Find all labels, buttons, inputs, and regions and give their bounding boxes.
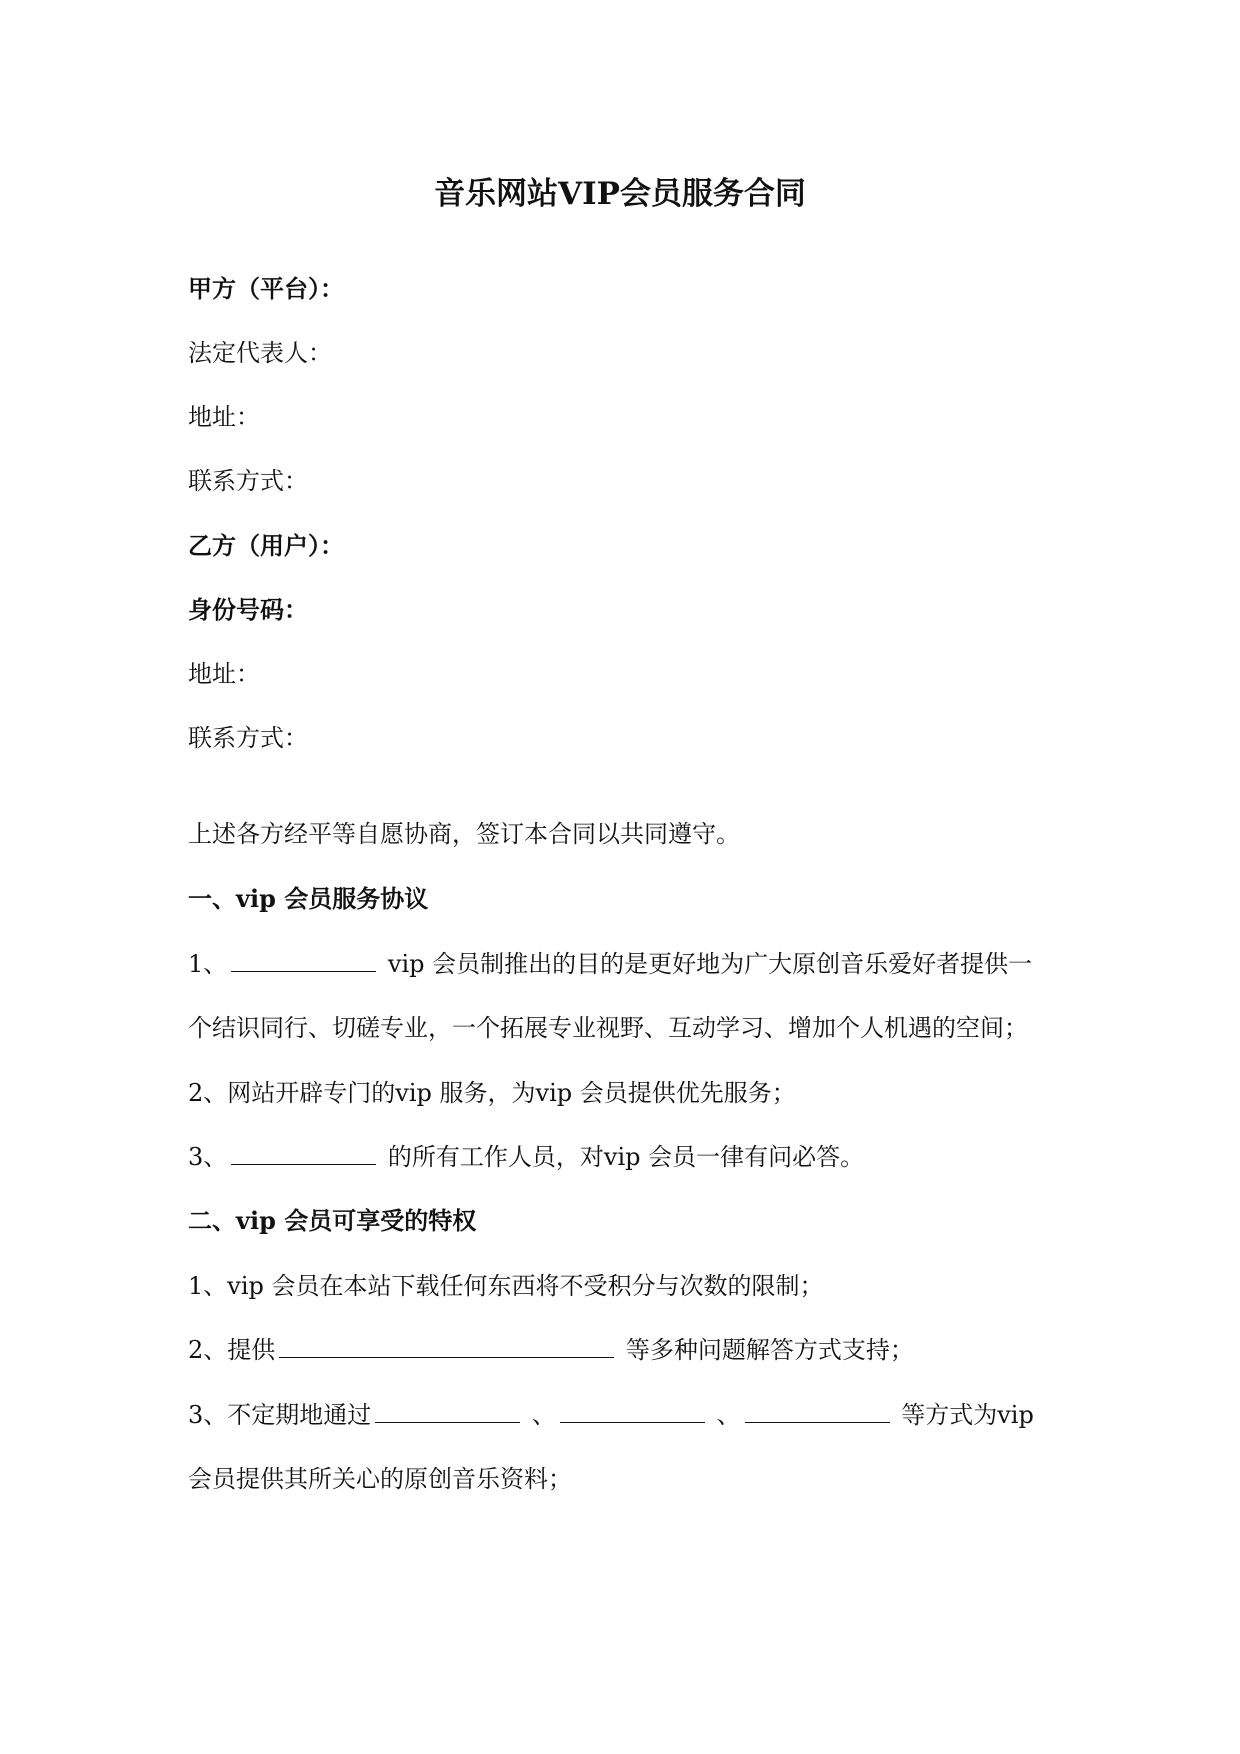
section1-item3-vip: vip xyxy=(603,1143,641,1171)
section2-item3-num: 3、 xyxy=(188,1401,228,1429)
section1-item3-a: 的所有工作人员，对 xyxy=(387,1143,604,1171)
section2-item1-text: 会员在本站下载任何东西将不受积分与次数的限制； xyxy=(271,1272,824,1300)
section1-heading-vip: vip xyxy=(236,884,276,913)
section1-heading xyxy=(188,881,1068,917)
section2-heading-prefix: 二、 xyxy=(188,1207,236,1235)
section2-item3-sep2: 、 xyxy=(716,1401,741,1429)
section2-item2 xyxy=(188,1332,1068,1368)
section2-item3-continued: 会员提供其所关心的原创音乐资料； xyxy=(188,1465,572,1493)
party-a-heading: 甲方（平台）： xyxy=(188,275,344,303)
section2-item3 xyxy=(188,1397,1068,1433)
section2-heading-rest: 会员可享受的特权 xyxy=(284,1207,477,1235)
blank-field xyxy=(231,1140,376,1165)
section1-item2-vip2: vip xyxy=(535,1079,573,1107)
section2-item2-a: 提供 xyxy=(227,1336,276,1364)
party-b-id-number: 身份号码： xyxy=(188,596,308,624)
party-b-contact: 联系方式： xyxy=(188,724,308,752)
section1-item1-continued: 个结识同行、切磋专业，一个拓展专业视野、互动学习、增加个人机遇的空间； xyxy=(188,1014,1028,1042)
blank-field xyxy=(560,1398,705,1423)
section1-item2-c: 会员提供优先服务； xyxy=(579,1079,796,1107)
section1-item2-num: 2、 xyxy=(188,1079,228,1107)
section1-heading-rest: 会员服务协议 xyxy=(284,885,429,913)
section1-item2 xyxy=(188,1075,1068,1111)
section1-item3-b: 会员一律有问必答。 xyxy=(648,1143,865,1171)
section2-item1 xyxy=(188,1268,1068,1304)
party-a-contact: 联系方式： xyxy=(188,467,308,495)
section2-item1-vip: vip xyxy=(227,1272,264,1300)
party-b-address: 地址： xyxy=(188,660,260,688)
section2-item3-b: 等方式为 xyxy=(901,1401,998,1429)
party-a-address: 地址： xyxy=(188,403,260,431)
section2-item2-b: 等多种问题解答方式支持； xyxy=(625,1336,914,1364)
section1-item2-a: 网站开辟专门的 xyxy=(227,1079,396,1107)
section1-item1 xyxy=(188,946,1068,982)
section2-heading-vip: vip xyxy=(236,1206,276,1235)
section2-item2-num: 2、 xyxy=(188,1336,228,1364)
preamble: 上述各方经平等自愿协商，签订本合同以共同遵守。 xyxy=(188,820,740,848)
section1-item1-vip: vip xyxy=(387,950,425,978)
blank-field xyxy=(375,1398,520,1423)
section1-item3 xyxy=(188,1139,1068,1175)
blank-field xyxy=(279,1333,614,1358)
section2-heading xyxy=(188,1203,1068,1239)
section1-item1-text: 会员制推出的目的是更好地为广大原创音乐爱好者提供一 xyxy=(432,950,1033,978)
section1-item1-num: 1、 xyxy=(188,950,228,978)
document-title: 音乐网站VIP会员服务合同 xyxy=(434,176,806,212)
section2-item1-num: 1、 xyxy=(188,1272,228,1300)
party-a-legal-rep: 法定代表人： xyxy=(188,339,332,367)
blank-field xyxy=(231,947,376,972)
section1-item2-b: 服务，为 xyxy=(439,1079,536,1107)
section2-item3-a: 不定期地通过 xyxy=(227,1401,372,1429)
section2-item3-sep1: 、 xyxy=(531,1401,556,1429)
section2-item3-vip: vip xyxy=(997,1401,1034,1429)
blank-field xyxy=(745,1398,890,1423)
section1-heading-prefix: 一、 xyxy=(188,885,236,913)
section1-item3-num: 3、 xyxy=(188,1143,228,1171)
section1-item2-vip1: vip xyxy=(395,1079,432,1107)
party-b-heading: 乙方（用户）： xyxy=(188,532,344,560)
